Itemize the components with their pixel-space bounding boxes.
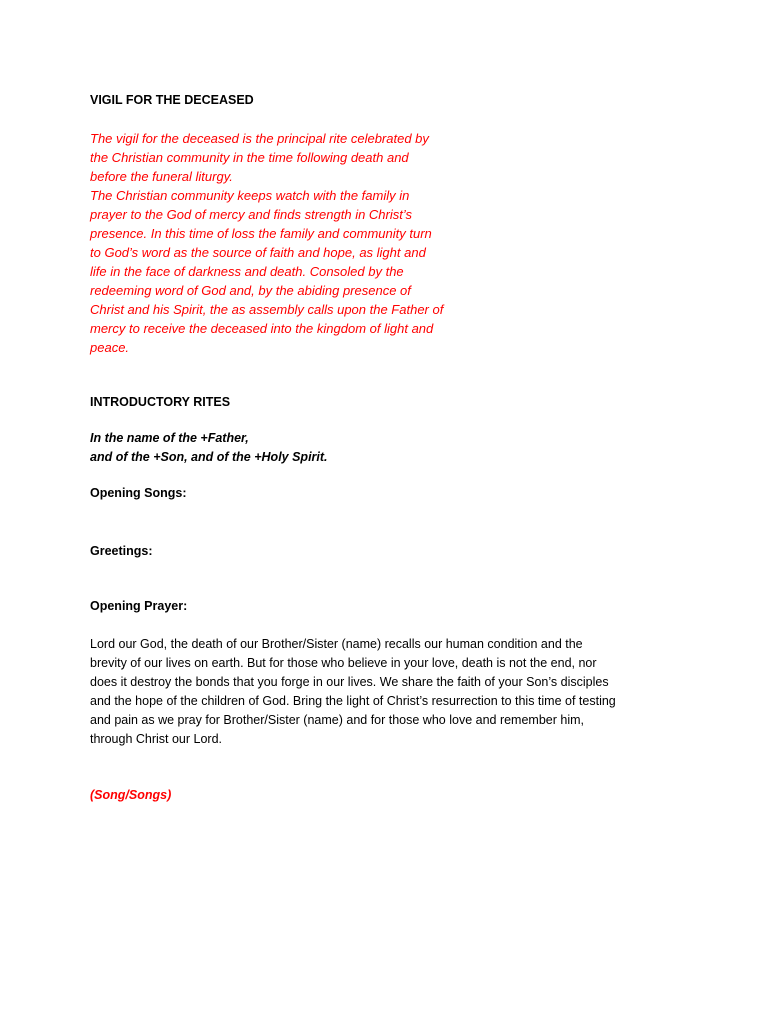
intro-line: the Christian community in the time following death and [90, 150, 409, 165]
prayer-line: through Christ our Lord. [90, 732, 223, 746]
intro-line: prayer to the God of mercy and finds strength in Christ’s [90, 207, 413, 222]
intro-line: before the funeral liturgy. [90, 169, 233, 184]
intro-line: life in the face of darkness and death. Consoled by the [90, 264, 404, 279]
intro-line: to God’s word as the source of faith and hope, as light and [90, 245, 426, 260]
opening-prayer-text [90, 635, 680, 749]
invocation [90, 429, 690, 467]
invocation-line: In the name of the +Father, [90, 431, 249, 445]
greetings-heading: Greetings: [90, 544, 153, 558]
opening-prayer-heading: Opening Prayer: [90, 599, 188, 613]
introductory-rites-heading: INTRODUCTORY RITES [90, 395, 231, 409]
song-rubric: (Song/Songs) [90, 788, 172, 802]
intro-line: The vigil for the deceased is the principal rite celebrated by [90, 131, 429, 146]
prayer-line: Lord our God, the death of our Brother/Sister (name) recalls our human condition and the [90, 637, 583, 651]
invocation-line: and of the +Son, and of the +Holy Spirit. [90, 450, 328, 464]
intro-line: redeeming word of God and, by the abiding presence of [90, 283, 411, 298]
intro-line: peace. [90, 340, 130, 355]
document-content [90, 91, 690, 805]
document-title: VIGIL FOR THE DECEASED [90, 93, 254, 107]
intro-line: The Christian community keeps watch with the family in [90, 188, 410, 203]
intro-paragraph [90, 129, 470, 357]
prayer-line: and the hope of the children of God. Bring the light of Christ’s resurrection to this time of testing [90, 694, 616, 708]
prayer-line: and pain as we pray for Brother/Sister (name) and for those who love and remember him, [90, 713, 584, 727]
intro-line: mercy to receive the deceased into the kingdom of light and [90, 321, 434, 336]
intro-line: Christ and his Spirit, the as assembly calls upon the Father of [90, 302, 444, 317]
intro-line: presence. In this time of loss the family and community turn [90, 226, 432, 241]
opening-songs-heading: Opening Songs: [90, 486, 187, 500]
prayer-line: does it destroy the bonds that you forge in our lives. We share the faith of your Son’s disciples [90, 675, 609, 689]
prayer-line: brevity of our lives on earth. But for those who believe in your love, death is not the end, nor [90, 656, 597, 670]
